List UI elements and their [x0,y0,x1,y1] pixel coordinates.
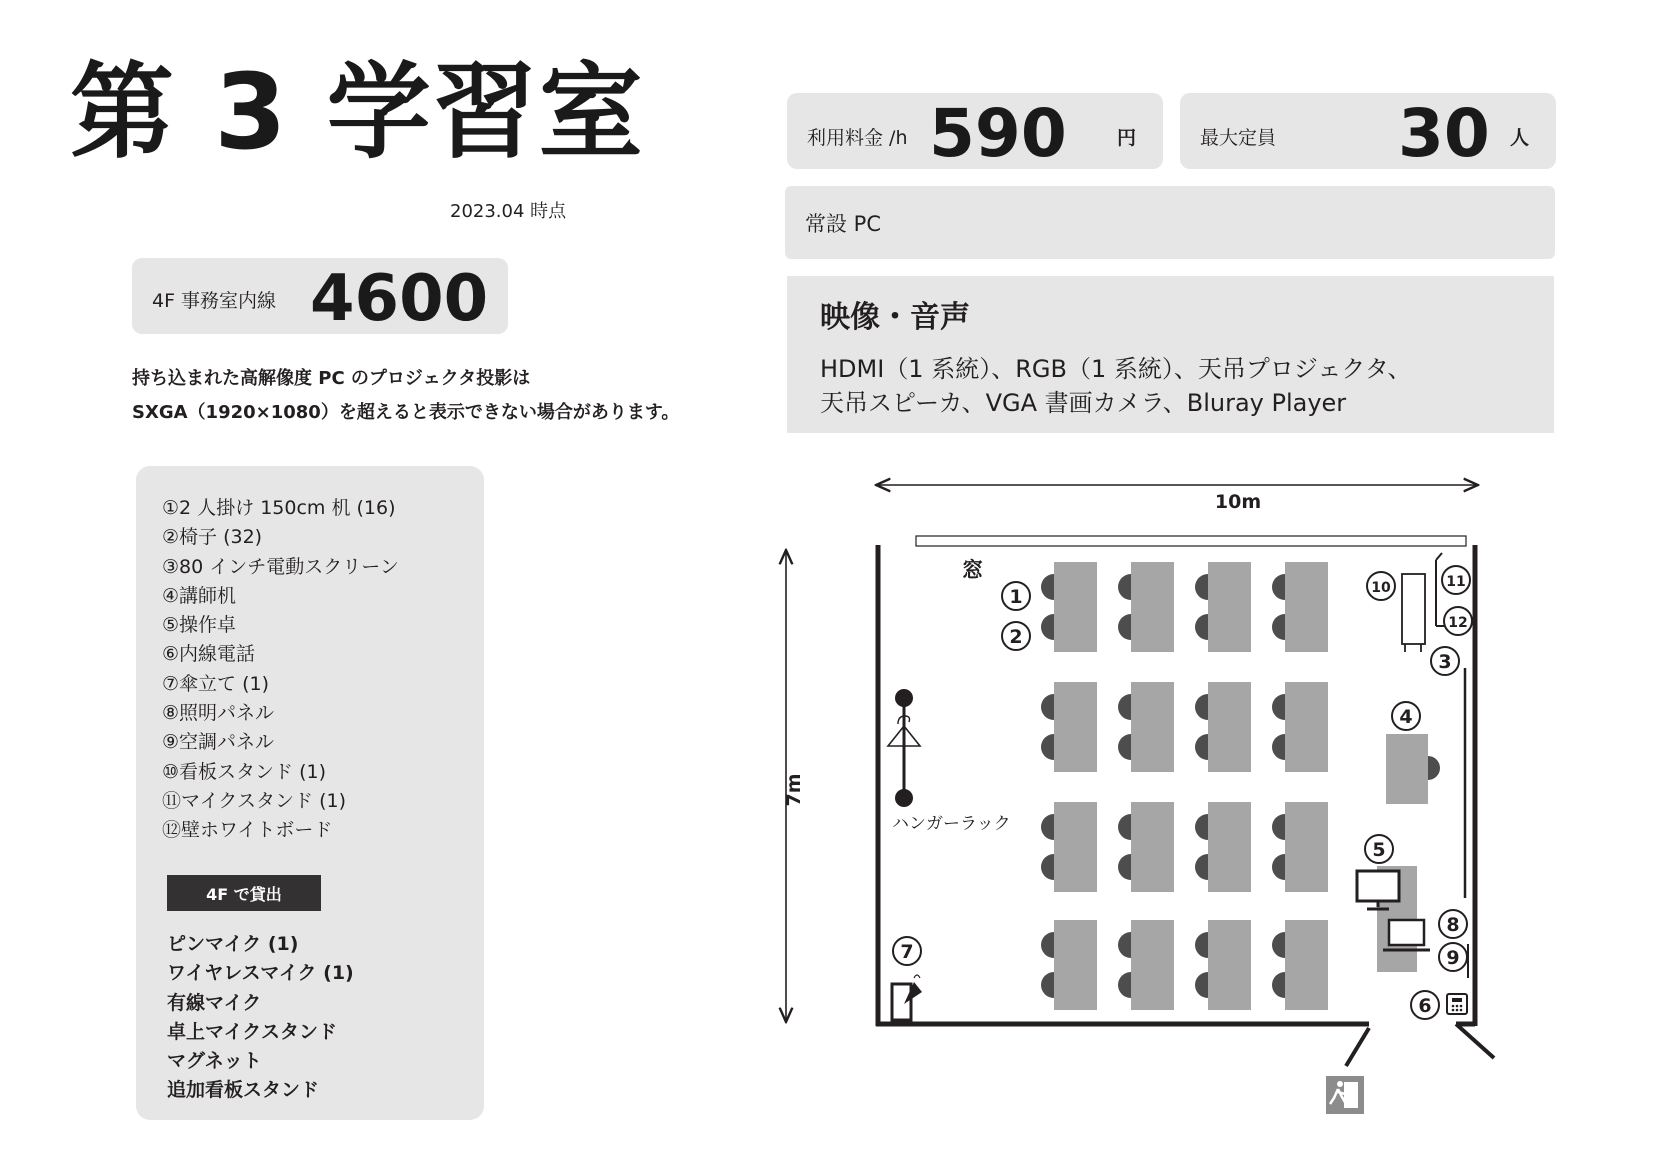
desk [1208,920,1251,1010]
chair [1272,854,1285,880]
marker-11 [1442,566,1470,594]
desk [1054,562,1097,652]
legend-item: ⑪マイクスタンド (1) [162,789,347,812]
svg-text:7: 7 [900,941,914,963]
desk [1131,920,1174,1010]
height-label: 7m [783,773,805,807]
svg-text:8: 8 [1446,914,1460,936]
chair [1195,932,1208,958]
signboard-stand-icon [1402,574,1425,652]
chair [1041,734,1054,760]
hanger-label: ハンガーラック [892,814,1011,834]
chair [1041,694,1054,720]
width-label: 10m [1214,491,1262,513]
desk [1131,682,1174,772]
window-label: 窓 [962,558,983,582]
chair [1118,614,1131,640]
desk-grid [1041,562,1328,1010]
av-heading: 映像・音声 [820,300,970,335]
legend-item: ①2 人掛け 150cm 机 (16) [162,497,396,519]
svg-text:9: 9 [1446,947,1460,969]
capacity-value: 30 [1398,95,1490,172]
chair [1041,614,1054,640]
legend-item: ④講師机 [162,584,237,607]
desk [1131,802,1174,892]
umbrella-stand-icon [892,975,922,1020]
chair [1041,932,1054,958]
svg-text:6: 6 [1418,995,1432,1017]
extension-label: 4F 事務室内線 [152,290,277,312]
chair [1118,932,1131,958]
mic-stand-icon [1436,553,1442,626]
chair [1118,854,1131,880]
chair [1272,734,1285,760]
desk [1208,682,1251,772]
legend-item: ⑤操作卓 [162,614,237,637]
extension-number: 4600 [310,262,489,336]
marker-9 [1439,943,1467,971]
chair [1118,972,1131,998]
marker-6 [1411,991,1439,1019]
desk [1285,920,1328,1010]
svg-text:1: 1 [1009,586,1023,608]
marker-4 [1392,702,1420,730]
loan-badge: 4F で貸出 [167,875,321,911]
fee-value: 590 [929,95,1067,172]
pc-label: 常設 PC [805,212,882,236]
marker-1 [1002,582,1030,610]
as-of-date: 2023.04 時点 [450,201,567,222]
svg-text:2: 2 [1009,626,1023,648]
chair [1195,972,1208,998]
chair [1118,734,1131,760]
note-line-1: 持ち込まれた高解像度 PC のプロジェクタ投影は [132,368,531,389]
av-line-1: HDMI（1 系統）、RGB（1 系統）、天吊プロジェクタ、 [820,355,1412,383]
chair [1272,694,1285,720]
legend-item: ③80 インチ電動スクリーン [162,555,399,578]
fee-unit: 円 [1117,127,1137,149]
legend-item: ⑧照明パネル [162,702,275,725]
page-title: 第 3 学習室 [70,51,645,173]
loan-item: ピンマイク (1) [167,933,299,955]
chair [1041,574,1054,600]
marker-12 [1444,607,1472,635]
desk [1285,802,1328,892]
marker-2 [1002,622,1030,650]
desk [1285,562,1328,652]
legend-item: ⑥内線電話 [162,643,256,666]
chair [1195,614,1208,640]
chair [1195,814,1208,840]
svg-text:5: 5 [1372,839,1386,861]
chair [1195,694,1208,720]
marker-3 [1431,647,1459,675]
chair [1272,614,1285,640]
chair [1041,814,1054,840]
loan-item: 追加看板スタンド [167,1079,320,1102]
svg-text:4: 4 [1399,706,1413,728]
capacity-label: 最大定員 [1200,127,1277,149]
chair [1272,972,1285,998]
svg-text:11: 11 [1446,574,1466,590]
loan-item: ワイヤレスマイク (1) [167,962,354,985]
loan-item: マグネット [167,1050,262,1073]
loan-item: 卓上マイクスタンド [167,1020,338,1043]
marker-7 [893,937,921,965]
chair [1272,932,1285,958]
chair [1272,574,1285,600]
emergency-exit-icon [1326,1076,1364,1114]
desk [1285,682,1328,772]
legend-item: ⑩看板スタンド (1) [162,760,326,783]
capacity-unit: 人 [1510,127,1530,149]
marker-8 [1439,910,1467,938]
window [916,536,1466,546]
chair [1272,814,1285,840]
chair [1041,854,1054,880]
legend-item: ②椅子 (32) [162,526,263,549]
lecturer-chair [1428,756,1440,780]
desk [1208,562,1251,652]
desk [1054,802,1097,892]
svg-text:3: 3 [1438,651,1452,673]
legend-item: ⑫壁ホワイトボード [162,819,333,842]
fee-label: 利用料金 /h [807,127,908,149]
loan-item: 有線マイク [167,991,262,1014]
marker-5 [1365,835,1393,863]
marker-10 [1367,572,1395,600]
svg-text:10: 10 [1371,580,1391,596]
chair [1195,734,1208,760]
desk [1131,562,1174,652]
phone-icon [1447,994,1467,1014]
legend-item: ⑦傘立て (1) [162,672,269,695]
chair [1041,972,1054,998]
chair [1118,814,1131,840]
chair [1195,854,1208,880]
chair [1195,574,1208,600]
svg-text:12: 12 [1448,615,1468,631]
legend-item: ⑨空調パネル [162,731,275,754]
chair [1118,694,1131,720]
av-line-2: 天吊スピーカ、VGA 書画カメラ、Bluray Player [820,389,1347,417]
lecturer-desk [1386,734,1428,804]
note-line-2: SXGA（1920×1080）を超えると表示できない場合があります。 [132,402,680,423]
desk [1054,920,1097,1010]
laptop-icon [1383,920,1430,950]
desk [1208,802,1251,892]
chair [1118,574,1131,600]
hanger-rack [888,689,920,807]
desk [1054,682,1097,772]
